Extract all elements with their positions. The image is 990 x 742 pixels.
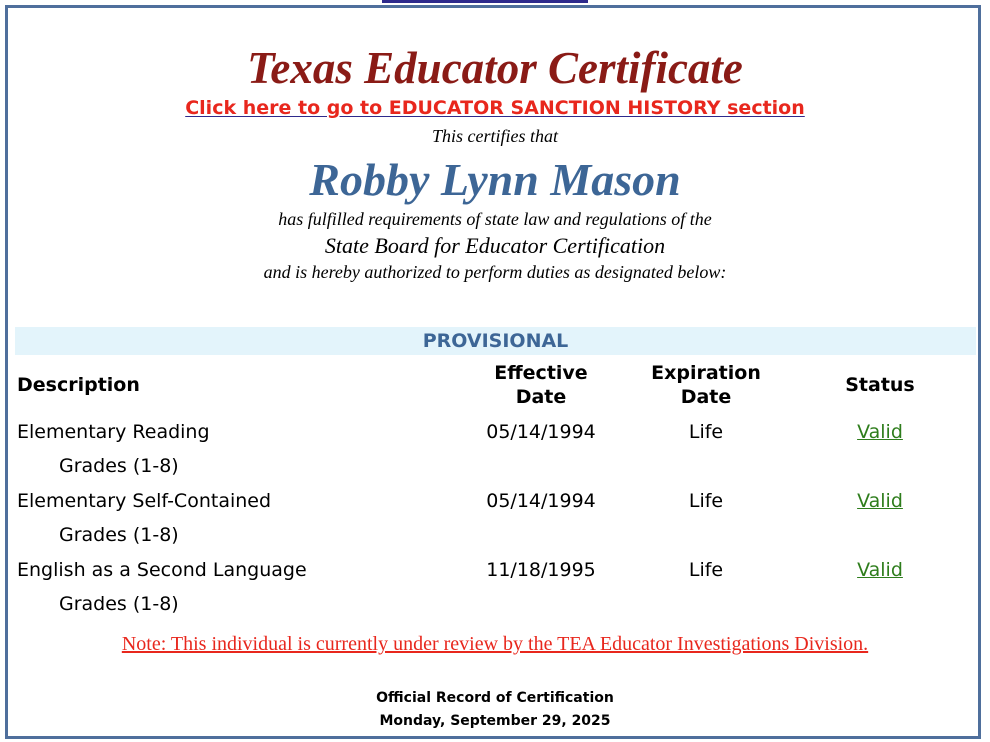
- header-expiration-date: [636, 361, 776, 409]
- investigation-note-wrap: [0, 632, 990, 656]
- row-2-expiration-date: Life: [688, 490, 724, 512]
- sanction-history-link-wrap: [0, 95, 990, 121]
- header-effective-line2: Date: [515, 386, 567, 408]
- row-1-effective-date: 05/14/1994: [486, 421, 596, 443]
- certifies-text: This certifies that: [432, 126, 558, 146]
- row-3-status-cell: [810, 558, 950, 582]
- header-effective-date: [471, 361, 611, 409]
- row-2-description: Elementary Self-Contained: [17, 490, 272, 512]
- row-3-effective-date: 11/18/1995: [486, 559, 596, 581]
- header-description: Description: [17, 374, 140, 396]
- board-name: State Board for Educator Certification: [324, 233, 666, 258]
- record-date: Monday, September 29, 2025: [379, 713, 611, 729]
- top-edge-bar: [382, 0, 588, 3]
- section-title-provisional: PROVISIONAL: [15, 327, 976, 355]
- row-1-description: Elementary Reading: [17, 421, 210, 443]
- header-status: Status: [845, 374, 915, 396]
- row-2-status-link[interactable]: Valid: [857, 490, 903, 512]
- holder-name: Robby Lynn Mason: [309, 154, 681, 205]
- official-record-label: Official Record of Certification: [376, 690, 614, 706]
- sanction-history-link[interactable]: Click here to go to EDUCATOR SANCTION HISTORY section: [185, 97, 805, 119]
- row-3-description: English as a Second Language: [17, 559, 307, 581]
- row-1-grades: Grades (1-8): [59, 455, 179, 477]
- row-1-status-cell: [810, 420, 950, 444]
- row-1-status-link[interactable]: Valid: [857, 421, 903, 443]
- header-expiration-line1: Expiration: [651, 362, 761, 384]
- row-3-status-link[interactable]: Valid: [857, 559, 903, 581]
- row-3-grades: Grades (1-8): [59, 593, 179, 615]
- header-effective-line1: Effective: [494, 362, 588, 384]
- row-1-expiration-date: Life: [688, 421, 724, 443]
- row-3-expiration-date: Life: [688, 559, 724, 581]
- row-2-status-cell: [810, 489, 950, 513]
- certificate-title: Texas Educator Certificate: [247, 43, 743, 93]
- row-2-effective-date: 05/14/1994: [486, 490, 596, 512]
- header-expiration-line2: Date: [680, 386, 732, 408]
- investigation-note-link[interactable]: Note: This individual is currently under review by the TEA Educator Investigations Division.: [121, 633, 869, 655]
- fulfilled-text: has fulfilled requirements of state law and regulations of the: [278, 209, 712, 229]
- row-2-grades: Grades (1-8): [59, 524, 179, 546]
- authorized-text: and is hereby authorized to perform duties as designated below:: [263, 262, 727, 282]
